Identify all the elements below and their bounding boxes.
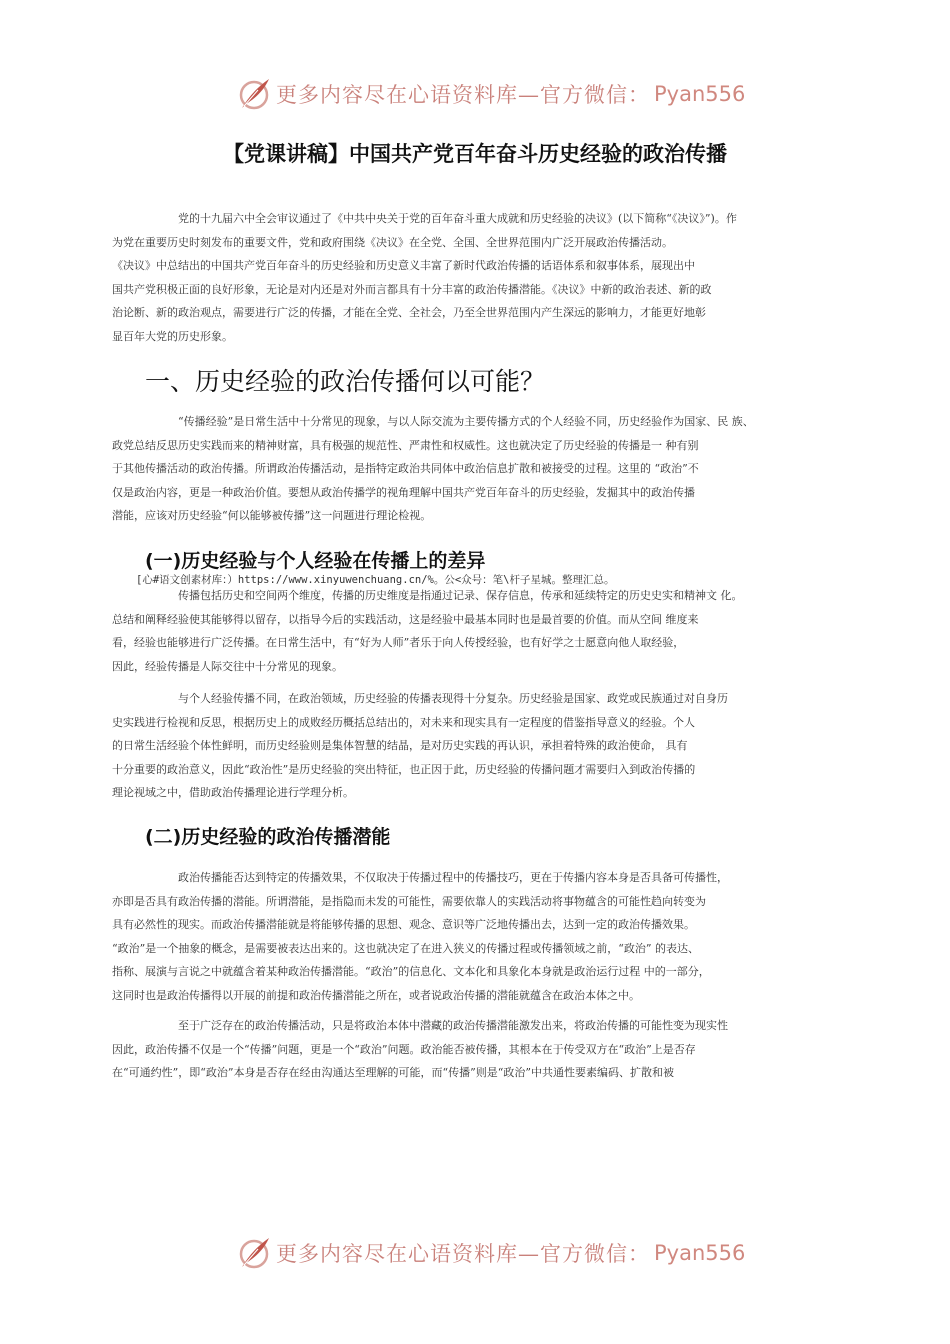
text-line: 显百年大党的历史形象。 — [112, 329, 233, 343]
text-line: 指称、展演与言说之中就蕴含着某种政治传播潜能。“政治”的信息化、文本化和具象化本身就是政治运行过程 中的一部分， — [112, 965, 710, 979]
sub1-block-1 — [112, 584, 815, 678]
sub2-paragraph-1 — [112, 866, 815, 1008]
text-line: 传播包括历史和空间两个维度，传播的历史维度是指通过记录、保存信息，传承和延续特定的历史史实和精神文 化。 — [178, 589, 743, 602]
text-line: 这同时也是政治传播得以开展的前提和政治传播潜能之所在，或者说政治传播的潜能就蕴含在政治本体之中。 — [112, 988, 640, 1002]
subsection-heading: (二)历史经验的政治传播潜能 — [145, 826, 391, 848]
quill-logo-icon — [236, 76, 272, 112]
text-line: 在“可通约性”，即“政治”本身是否存在经由沟通达至理解的可能，而“传播”则是“政治”中共通性要素编码、扩散和被 — [112, 1066, 674, 1080]
text-line: 治论断、新的政治观点，需要进行广泛的传播，才能在全党、全社会，乃至全世界范围内产生深远的影响力，才能更好地彰 — [112, 306, 706, 320]
section1-paragraph — [112, 410, 815, 528]
text-line: 政治传播能否达到特定的传播效果，不仅取决于传播过程中的传播技巧，更在于传播内容本身是否具备可传播性， — [178, 871, 728, 884]
text-line: “政治”是一个抽象的概念，是需要被表达出来的。这也就决定了在进入狭义的传播过程或传播领域之前，“政治” 的表达、 — [112, 941, 699, 955]
subsection-heading-block — [145, 546, 815, 573]
section-heading-block — [145, 362, 815, 398]
text-line: 与个人经验传播不同，在政治领域，历史经验的传播表现得十分复杂。历史经验是国家、政党或民族通过对自身历 — [178, 692, 728, 705]
watermark-footer — [236, 1233, 746, 1273]
watermark-header — [236, 74, 746, 114]
document-title: 【党课讲稿】中国共产党百年奋斗历史经验的政治传播 — [223, 142, 727, 166]
watermark-wechat-id: Pyan556 — [654, 1241, 746, 1265]
text-line: 亦即是否具有政治传播的潜能。所谓潜能，是指隐而未发的可能性，需要依靠人的实践活动将事物蕴含的可能性趋向转变为 — [112, 894, 706, 908]
quill-logo-icon — [236, 1235, 272, 1271]
text-line: 因此，政治传播不仅是一个“传播”问题，更是一个“政治”问题。政治能否被传播，其根本在于传受双方在“政治”上是否存 — [112, 1042, 696, 1056]
sub1-paragraph-1 — [112, 584, 815, 678]
text-line: 的日常生活经验个体性鲜明，而历史经验则是集体智慧的结晶，是对历史实践的再认识，承担着特殊的政治使命， 具有 — [112, 739, 688, 753]
text-line: 至于广泛存在的政治传播活动，只是将政治本体中潜藏的政治传播潜能激发出来，将政治传播的可能性变为现实性 — [178, 1019, 728, 1032]
text-line: 史实践进行检视和反思，根据历史上的成败经历概括总结出的，对未来和现实具有一定程度的借鉴指导意义的经验。个人 — [112, 715, 695, 729]
section-heading: 一、历史经验的政治传播何以可能？ — [145, 367, 546, 396]
text-line: 因此，经验传播是人际交往中十分常见的现象。 — [112, 659, 343, 673]
sub2-paragraph-2 — [112, 1014, 815, 1085]
subsection-heading: (一)历史经验与个人经验在传播上的差异 — [145, 550, 486, 572]
section1-block — [112, 410, 815, 528]
text-line: 国共产党积极正面的良好形象，无论是对内还是对外而言都具有十分丰富的政治传播潜能。《决议》中新的政治表述、新的政 — [112, 282, 712, 296]
sub2-block-1 — [112, 866, 815, 1008]
intro-block — [112, 207, 815, 349]
text-line: 《决议》中总结出的中国共产党百年奋斗的历史经验和历史意义丰富了新时代政治传播的话语体系和叙事体系，展现出中 — [112, 259, 695, 273]
text-line: 政党总结反思历史实践而来的精神财富，具有极强的规范性、严肃性和权威性。这也就决定了历史经验的传播是一 种有别 — [112, 438, 699, 452]
watermark-wechat-id: Pyan556 — [654, 82, 746, 106]
text-line: 仅是政治内容，更是一种政治价值。要想从政治传播学的视角理解中国共产党百年奋斗的历史经验，发掘其中的政治传播 — [112, 485, 695, 499]
text-line: 总结和阐释经验使其能够得以留存，以指导今后的实践活动，这是经验中最基本同时也是最首要的价值。而从空间 维度来 — [112, 612, 699, 626]
intro-paragraph — [112, 207, 815, 349]
sub1-block-2 — [112, 687, 815, 805]
sub2-block-2 — [112, 1014, 815, 1085]
text-line: 潜能，应该对历史经验“何以能够被传播”这一问题进行理论检视。 — [112, 509, 432, 523]
watermark-text: 更多内容尽在心语资料库—官方微信： — [276, 1242, 650, 1266]
sub1-paragraph-2 — [112, 687, 815, 805]
watermark-text: 更多内容尽在心语资料库—官方微信： — [276, 83, 650, 107]
source-note: [心#语文创素材库：）https://www.xinyuwenchuang.cn/%。公<众号：笔\杆子星城。整理汇总。 — [136, 574, 615, 586]
text-line: 于其他传播活动的政治传播。所谓政治传播活动，是指特定政治共同体中政治信息扩散和被接受的过程。这里的 “政治”不 — [112, 462, 699, 476]
text-line: 看，经验也能够进行广泛传播。在日常生活中，有“好为人师”者乐于向人传授经验，也有好学之士愿意向他人取经验， — [112, 636, 685, 650]
text-line: 具有必然性的现实。而政治传播潜能就是将能够传播的思想、观念、意识等广泛地传播出去，达到一定的政治传播效果。 — [112, 918, 695, 932]
text-line: 为党在重要历史时刻发布的重要文件，党和政府围绕《决议》在全党、全国、全世界范围内广泛开展政治传播活动。 — [112, 235, 673, 249]
text-line: “传播经验”是日常生活中十分常见的现象，与以人际交流为主要传播方式的个人经验不同，历史经验作为国家、民 族、 — [178, 415, 754, 428]
text-line: 党的十九届六中全会审议通过了《中共中央关于党的百年奋斗重大成就和历史经验的决议》(以下简称“《决议》”)。作 — [178, 212, 737, 225]
subsection-heading-block — [145, 822, 815, 849]
text-line: 理论视域之中，借助政治传播理论进行学理分析。 — [112, 786, 354, 800]
text-line: 十分重要的政治意义，因此“政治性”是历史经验的突出特征，也正因于此，历史经验的传播问题才需要归入到政治传播的 — [112, 762, 696, 776]
